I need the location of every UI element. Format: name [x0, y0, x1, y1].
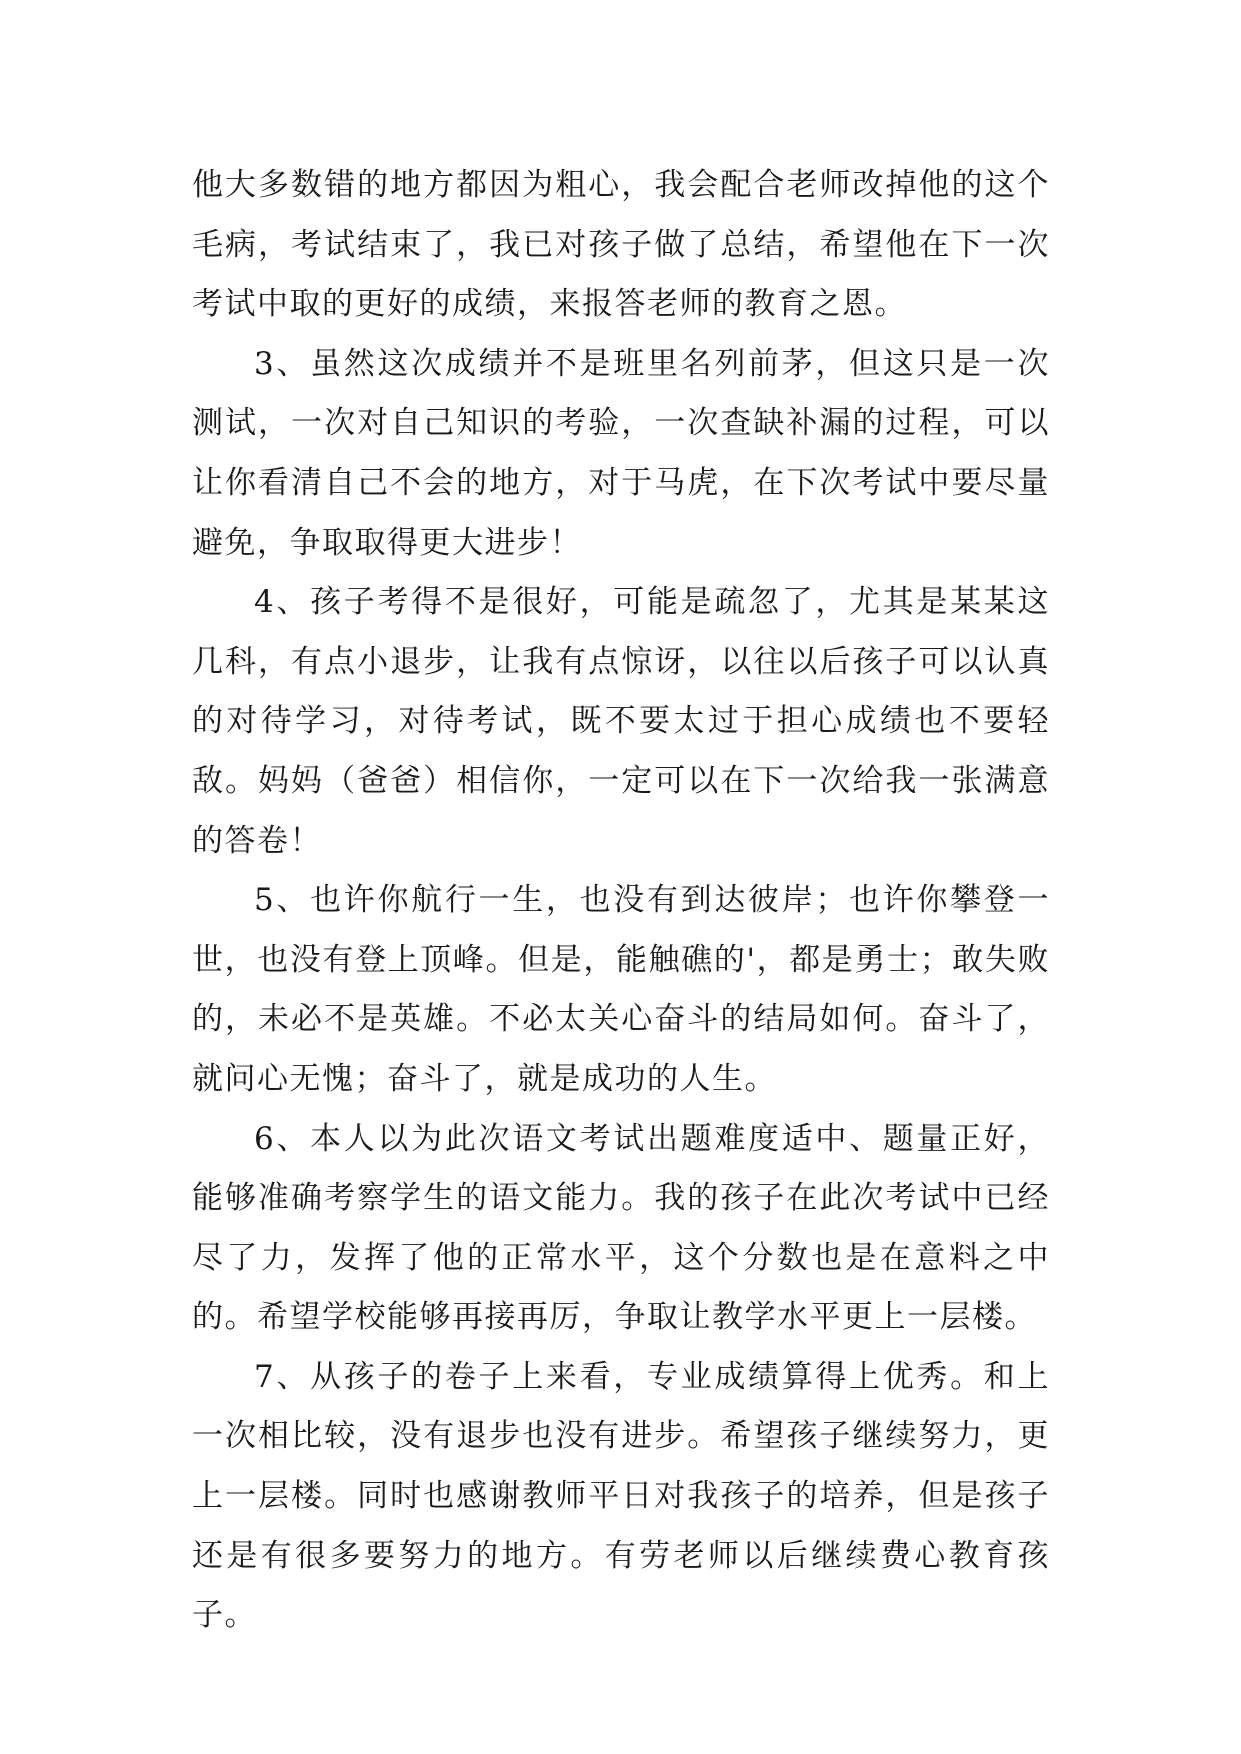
paragraph-item-7: 7、从孩子的卷子上来看，专业成绩算得上优秀。和上一次相比较，没有退步也没有进步。希望孩子继续努力，更上一层楼。同时也感谢教师平日对我孩子的培养，但是孩子还是有很多要努力的地方。有劳老师以后继续费心教育孩子。 — [192, 1358, 1050, 1634]
paragraph-item-3: 3、虽然这次成绩并不是班里名列前茅，但这只是一次测试，一次对自己知识的考验，一次查缺补漏的过程，可以让你看清自己不会的地方，对于马虎，在下次考试中要尽量避免，争取取得更大进步！ — [192, 345, 1050, 561]
paragraph-item-5: 5、也许你航行一生，也没有到达彼岸；也许你攀登一世，也没有登上顶峰。但是，能触礁的'，都是勇士；敢失败的，未必不是英雄。不必太关心奋斗的结局如何。奋斗了，就问心无愧；奋斗了，就是成功的人生。 — [192, 882, 1050, 1097]
paragraph-continuation: 他大多数错的地方都因为粗心，我会配合老师改掉他的这个毛病，考试结束了，我已对孩子做了总结，希望他在下一次考试中取的更好的成绩，来报答老师的教育之恩。 — [192, 167, 1050, 323]
document-body — [192, 156, 1050, 1646]
paragraph-item-4: 4、孩子考得不是很好，可能是疏忽了，尤其是某某这几科，有点小退步，让我有点惊讶，以往以后孩子可以认真的对待学习，对待考试，既不要太过于担心成绩也不要轻敌。妈妈（爸爸）相信你，一定可以在下一次给我一张满意的答卷！ — [192, 584, 1050, 859]
paragraph-item-6: 6、本人以为此次语文考试出题难度适中、题量正好，能够准确考察学生的语文能力。我的孩子在此次考试中已经尽了力，发挥了他的正常水平，这个分数也是在意料之中的。希望学校能够再接再厉，争取让教学水平更上一层楼。 — [192, 1120, 1050, 1336]
